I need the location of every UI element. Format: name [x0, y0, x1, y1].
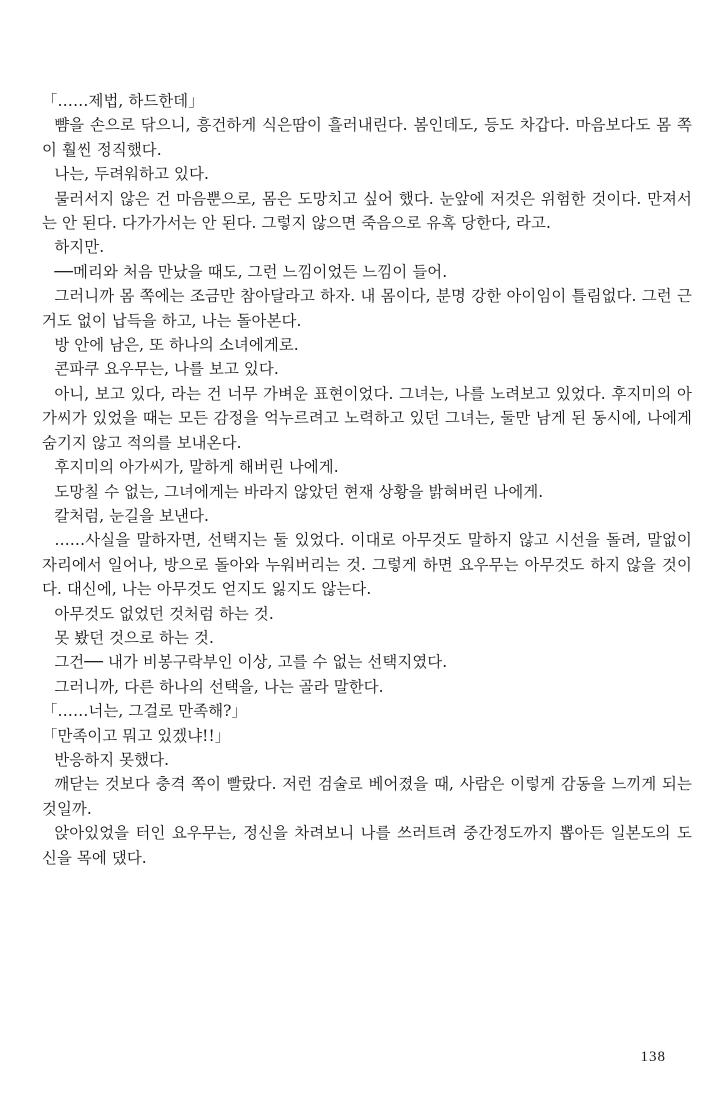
page-number: 138 [640, 1049, 666, 1065]
body-text [42, 89, 692, 870]
paragraph: 앉아있었을 터인 요우무는, 정신을 차려보니 나를 쓰러트려 중간정도까지 뽑아든 일본도의 도신을 목에 댔다. [42, 824, 692, 867]
paragraph: 그러니까, 다른 하나의 선택을, 나는 골라 말한다. [54, 677, 384, 696]
paragraph: 하지만. [54, 238, 105, 257]
paragraph: ──메리와 처음 만났을 때도, 그런 느낌이었든 느낌이 들어. [54, 262, 448, 281]
paragraph: 물러서지 않은 건 마음뿐으로, 몸은 도망치고 싶어 했다. 눈앞에 저것은 위험한 것이다. 만져서는 안 된다. 다가가서는 안 된다. 그렇지 않으면 죽음으로 유혹 당한다, 라고. [42, 189, 692, 233]
paragraph: 못 봤던 것으로 하는 것. [54, 628, 214, 647]
paragraph: 콘파쿠 요우무는, 나를 보고 있다. [54, 360, 279, 379]
paragraph: 그건── 내가 비봉구락부인 이상, 고를 수 없는 선택지였다. [54, 653, 448, 672]
paragraph: 그러니까 몸 쪽에는 조금만 참아달라고 하자. 내 몸이다, 분명 강한 아이임이 틀림없다. 그런 근거도 없이 납득을 하고, 나는 돌아본다. [42, 287, 692, 330]
paragraph: 반응하지 못했다. [54, 750, 170, 769]
paragraph: 아무것도 없었던 것처럼 하는 것. [54, 604, 274, 623]
paragraph: 아니, 보고 있다, 라는 건 너무 가벼운 표현이었다. 그녀는, 나를 노려보고 있었다. 후지미의 아가씨가 있었을 때는 모든 감정을 억누르려고 노력하고 있던 그녀는, 둘만 남게 된 동시에, 나에게 숨기지 않고 적의를 보내온다. [42, 384, 692, 452]
paragraph: ……사실을 말하자면, 선택지는 둘 있었다. 이대로 아무것도 말하지 않고 시선을 돌려, 말없이 자리에서 일어나, 방으로 돌아와 누워버리는 것. 그렇게 하면 요우무는 아무것도 하지 않을 것이다. 대신에, 나는 아무것도 얻지도 잃지도 않는다. [42, 531, 692, 599]
paragraph: 도망칠 수 없는, 그녀에게는 바라지 않았던 현재 상황을 밝혀버린 나에게. [54, 482, 544, 501]
paragraph: 방 안에 남은, 또 하나의 소녀에게로. [54, 336, 299, 355]
paragraph: 후지미의 아가씨가, 말하게 해버린 나에게. [54, 458, 339, 477]
paragraph: 「만족이고 뭐고 있겠냐!!」 [42, 726, 231, 745]
paragraph: 칼처럼, 눈길을 보낸다. [54, 506, 209, 525]
paragraph: 「……너는, 그걸로 만족해?」 [42, 702, 248, 721]
paragraph: 뺨을 손으로 닦으니, 흥건하게 식은땀이 흘러내린다. 봄인데도, 등도 차갑다. 마음보다도 몸 쪽이 훨씬 정직했다. [42, 116, 692, 159]
paragraph: 깨닫는 것보다 충격 쪽이 빨랐다. 저런 검술로 베어졌을 때, 사람은 이렇게 감동을 느끼게 되는 것일까. [42, 775, 692, 818]
paragraph: 나는, 두려워하고 있다. [54, 165, 209, 184]
paragraph: 「……제법, 하드한데」 [42, 92, 204, 110]
